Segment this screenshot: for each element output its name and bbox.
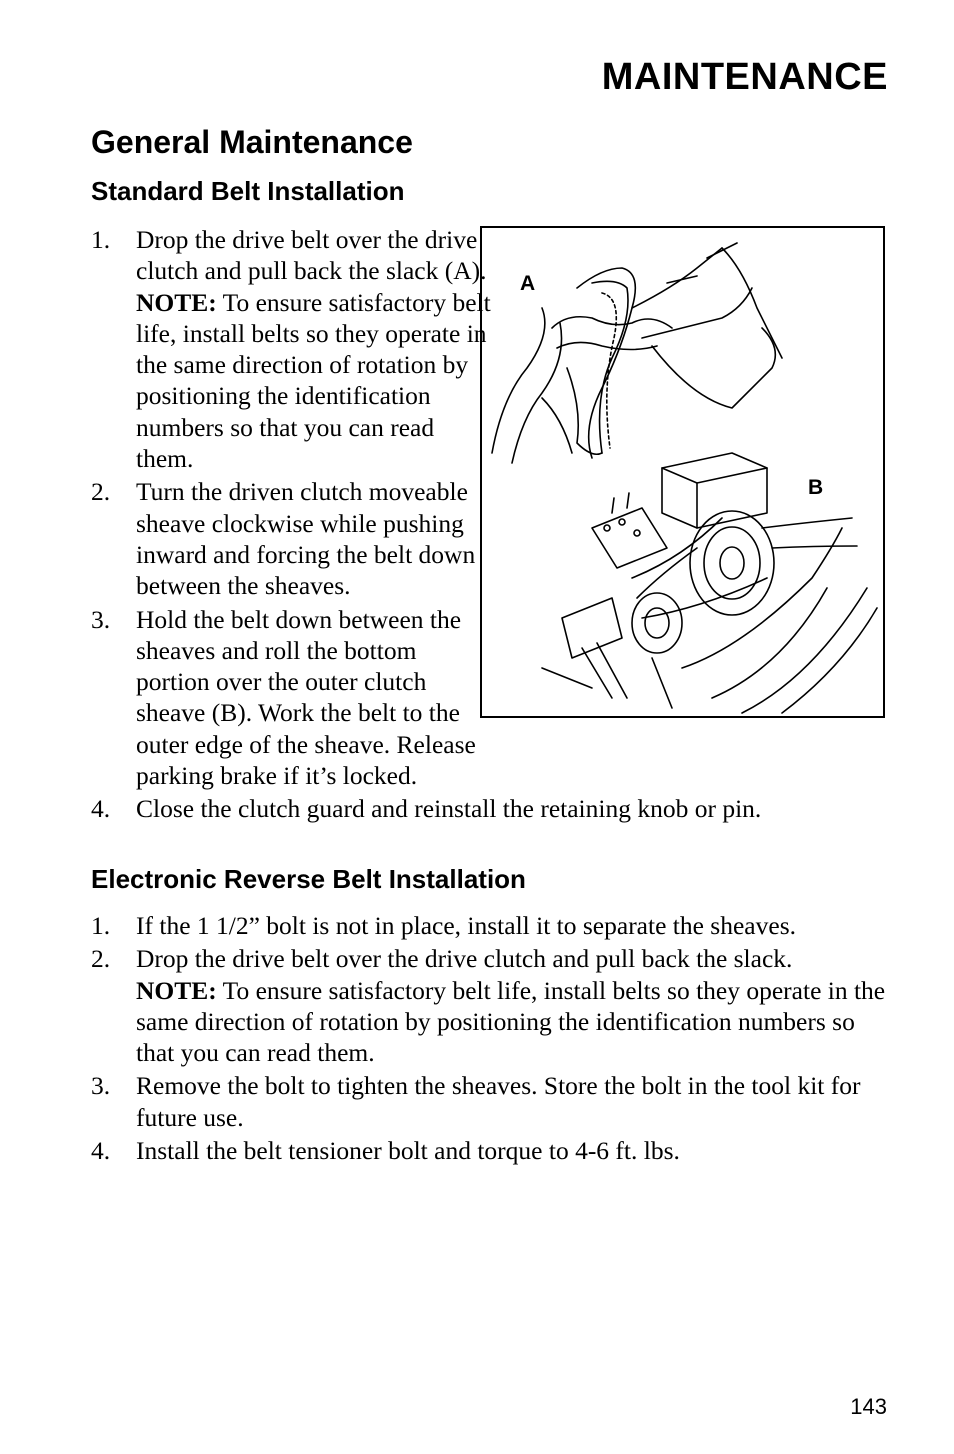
step-text: Turn the driven clutch moveable sheave clockwise while pushing inward and forcing the belt down between the sheaves. — [136, 477, 476, 601]
list-item — [91, 604, 891, 792]
step-number: 1. — [91, 911, 111, 940]
list-item — [91, 476, 891, 601]
step-text-note: To ensure satisfactory belt life, install belts so they operate in the same direction of rotation by positioning the identification numbers so that you can read them. — [136, 287, 491, 474]
step-number: 2. — [91, 944, 111, 974]
page-number: 143 — [850, 1394, 887, 1419]
list-item — [91, 910, 891, 941]
step-text: Drop the drive belt over the drive clutch and pull back the slack. — [136, 944, 793, 974]
standard-steps-list — [91, 224, 891, 827]
reverse-belt-heading: Electronic Reverse Belt Installation — [91, 864, 526, 894]
step-text: Close the clutch guard and reinstall the retaining knob or pin. — [136, 794, 762, 824]
step-number: 3. — [91, 604, 111, 634]
note-label: NOTE: — [136, 287, 217, 317]
list-item — [91, 793, 891, 824]
reverse-steps-list — [91, 910, 891, 1168]
step-number: 4. — [91, 1136, 111, 1166]
step-text: If the 1 1/2” bolt is not in place, install it to separate the sheaves. — [136, 911, 796, 940]
section-title: General Maintenance — [91, 124, 413, 160]
step-number: 4. — [91, 794, 111, 824]
list-item — [91, 1135, 891, 1166]
chapter-title: MAINTENANCE — [601, 56, 888, 98]
standard-belt-heading: Standard Belt Installation — [91, 176, 405, 206]
step-text-note: To ensure satisfactory belt life, install belts so they operate in the same direction of rotation by positioning the identification numbers so that you can read them. — [136, 975, 886, 1068]
figure-label-a: A — [520, 272, 536, 295]
step-text: Remove the bolt to tighten the sheaves. Store the bolt in the tool kit for future use. — [136, 1071, 861, 1132]
step-text: Drop the drive belt over the drive clutch and pull back the slack (A). — [136, 225, 487, 286]
figure-label-b: B — [808, 476, 824, 499]
step-text: Install the belt tensioner bolt and torque to 4-6 ft. lbs. — [136, 1136, 680, 1166]
note-label: NOTE: — [136, 975, 217, 1005]
list-item — [91, 1070, 891, 1133]
step-text: Hold the belt down between the sheaves and roll the bottom portion over the outer clutch sheave (B). Work the belt to the outer edge of the sheave. Release parking brake if it’s locked. — [136, 604, 476, 791]
step-number: 1. — [91, 225, 111, 254]
step-number: 2. — [91, 477, 111, 507]
list-item — [91, 943, 891, 1068]
list-item — [91, 224, 891, 474]
step-number: 3. — [91, 1071, 111, 1101]
